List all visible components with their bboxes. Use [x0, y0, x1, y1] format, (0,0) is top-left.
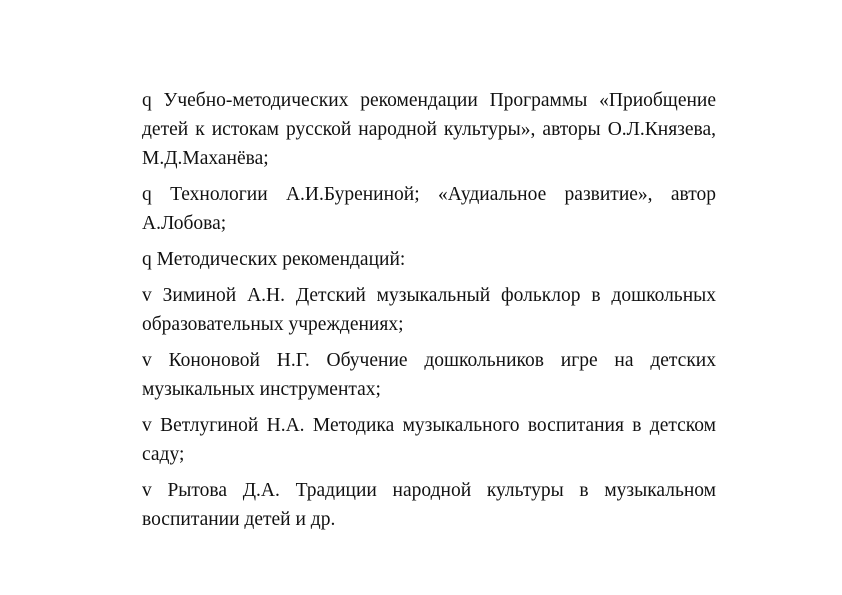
list-item-zimina: v Зиминой А.Н. Детский музыкальный фольклор в дошкольных образовательных учреждениях;	[142, 285, 716, 335]
list-item-vetlugina: v Ветлугиной Н.А. Методика музыкального воспитания в детском саду;	[142, 415, 716, 465]
paragraph-program-recommendations: q Учебно-методических рекомендации Программы «Приобщение детей к истокам русской народной культуры», авторы О.Л.Князева, М.Д.Маханёва;	[142, 90, 716, 169]
list-item-rytova: v Рытова Д.А. Традиции народной культуры в музыкальном воспитании детей и др.	[142, 480, 716, 530]
paragraph-technologies: q Технологии А.И.Бурениной; «Аудиальное развитие», автор А.Лобова;	[142, 184, 716, 234]
paragraph-methodical-recommendations: q Методических рекомендаций:	[142, 249, 406, 270]
text-body	[142, 86, 716, 541]
list-item-kononova: v Кононовой Н.Г. Обучение дошкольников игре на детских музыкальных инструментах;	[142, 350, 716, 400]
